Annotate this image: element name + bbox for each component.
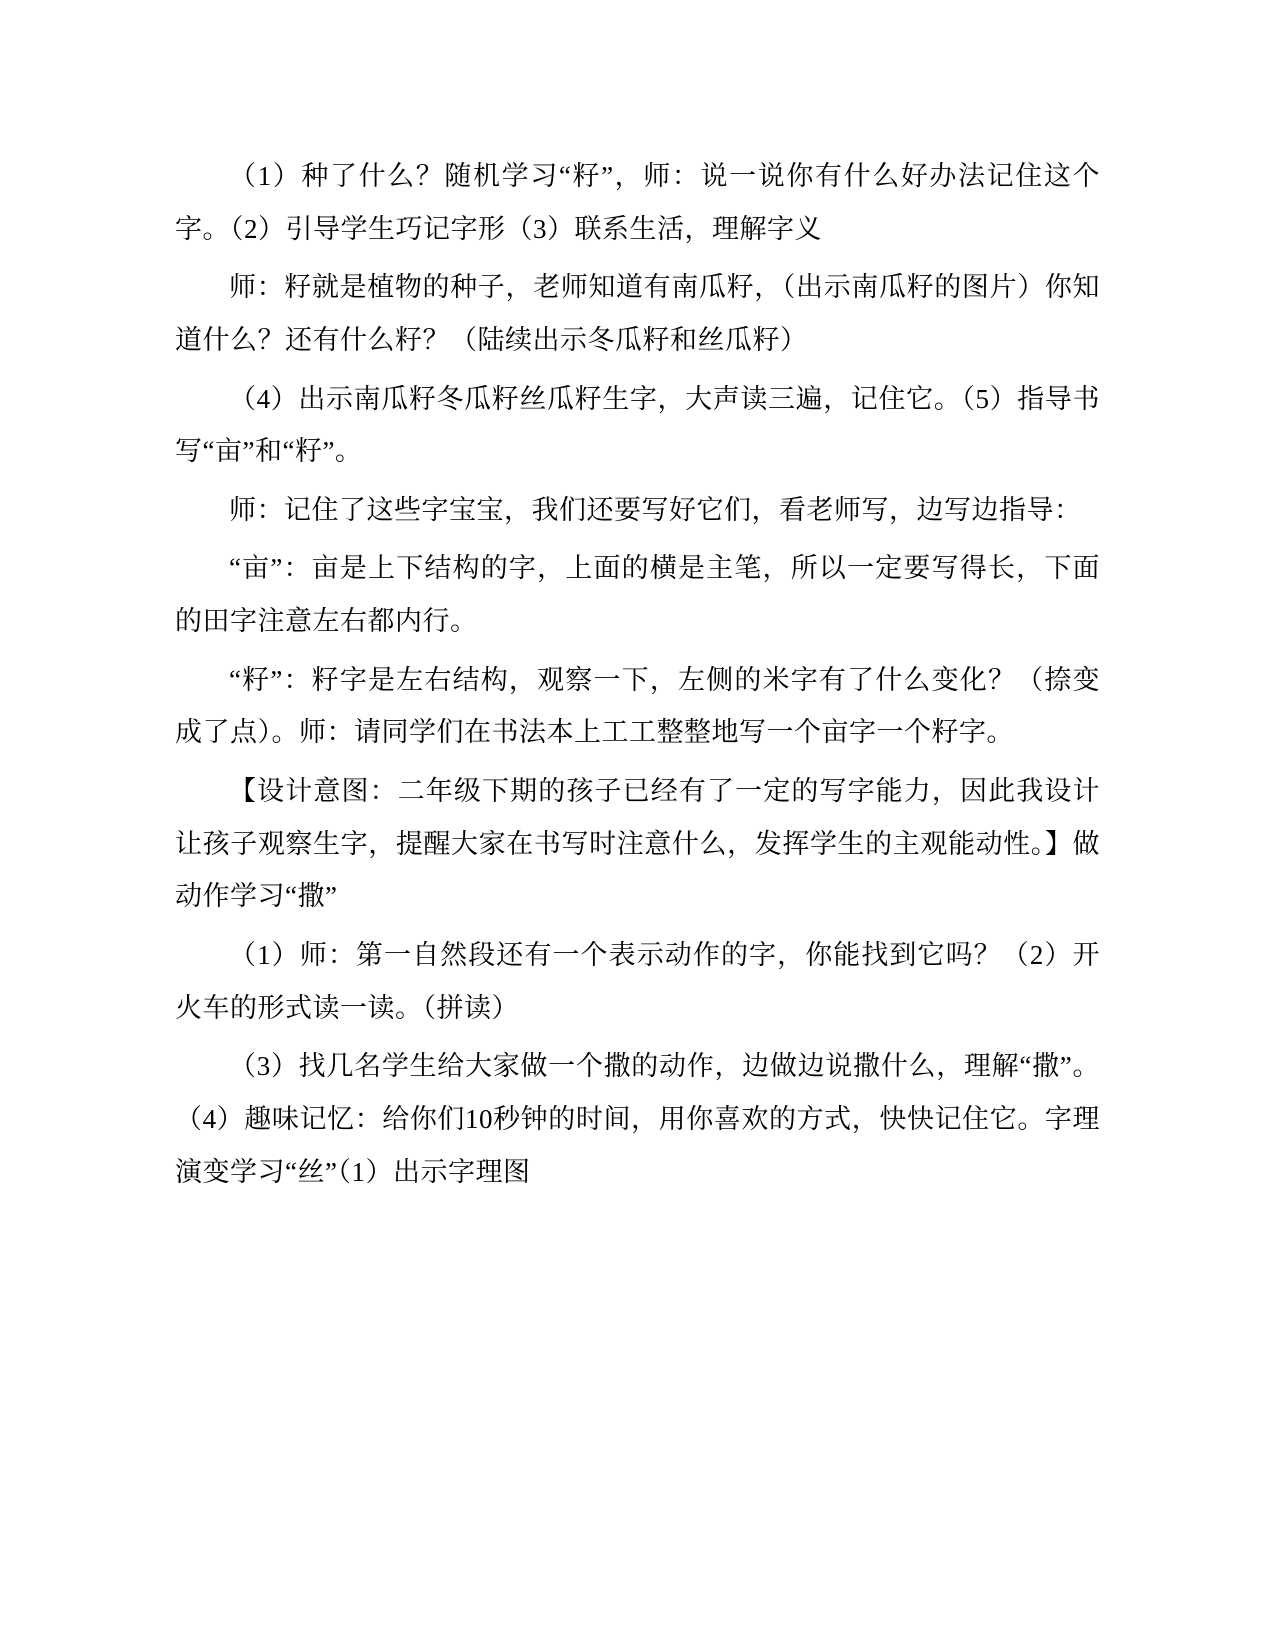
document-body (175, 150, 1100, 1198)
paragraph: （3）找几名学生给大家做一个撒的动作，边做边说撒什么，理解“撒”。（4）趣味记忆：给你们10秒钟的时间，用你喜欢的方式，快快记住它。字理演变学习“丝”（1）出示字理图 (175, 1051, 1100, 1187)
paragraph: “亩”：亩是上下结构的字，上面的横是主笔，所以一定要写得长，下面的田字注意左右都内行。 (175, 553, 1100, 637)
paragraph: （1）种了什么？随机学习“籽”，师：说一说你有什么好办法记住这个字。（2）引导学生巧记字形（3）联系生活，理解字义 (175, 161, 1100, 244)
paragraph: （4）出示南瓜籽冬瓜籽丝瓜籽生字，大声读三遍，记住它。（5）指导书写“亩”和“籽”。 (175, 383, 1100, 467)
paragraph: 师：记住了这些字宝宝，我们还要写好它们，看老师写，边写边指导： (229, 494, 1082, 525)
paragraph: （1）师：第一自然段还有一个表示动作的字，你能找到它吗？（2）开火车的形式读一读。（拼读） (175, 939, 1100, 1023)
paragraph: 【设计意图：二年级下期的孩子已经有了一定的写字能力，因此我设计让孩子观察生字，提醒大家在书写时注意什么，发挥学生的主观能动性。】做动作学习“撒” (175, 776, 1100, 912)
paragraph: 师：籽就是植物的种子，老师知道有南瓜籽，（出示南瓜籽的图片）你知道什么？还有什么籽？（陆续出示冬瓜籽和丝瓜籽） (175, 272, 1100, 355)
paragraph: “籽”：籽字是左右结构，观察一下，左侧的米字有了什么变化？（捺变成了点）。师：请同学们在书法本上工工整整地写一个亩字一个籽字。 (175, 664, 1100, 748)
